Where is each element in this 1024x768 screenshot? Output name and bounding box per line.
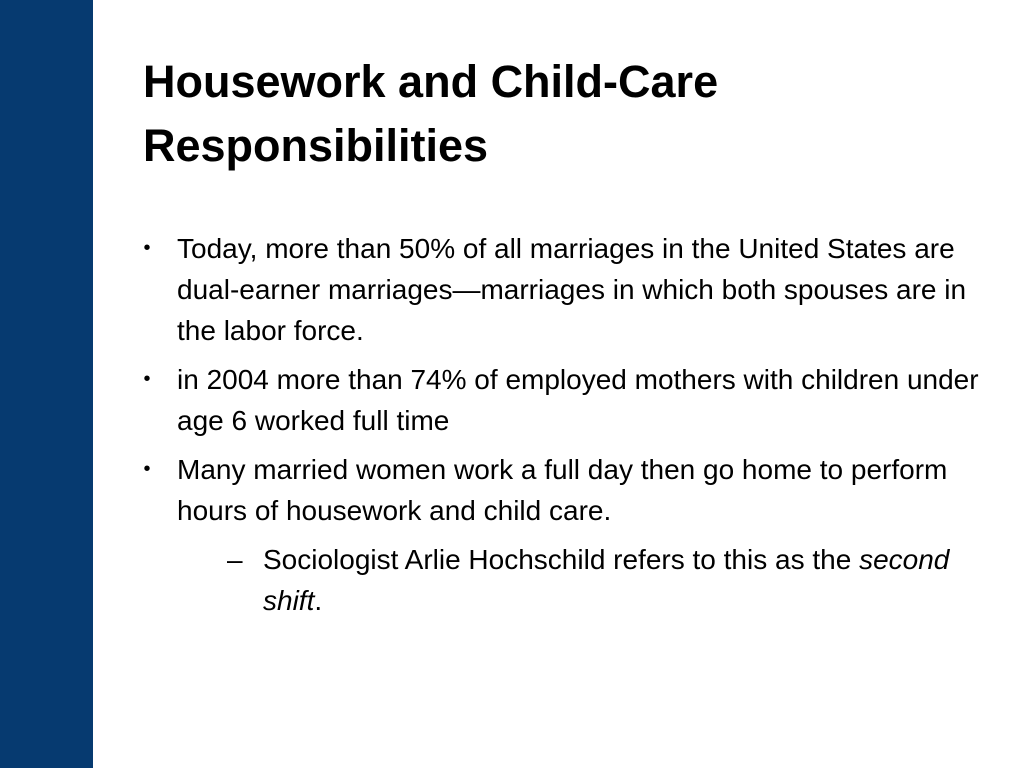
bullet-text: Today, more than 50% of all marriages in the United States are dual-earner marriages—marriages in which both spouses are in the labor force. xyxy=(177,233,967,346)
bullet-dot-icon: • xyxy=(143,368,151,390)
sub-bullet-trailing: . xyxy=(314,585,323,616)
slide-title: Housework and Child-Care Responsibilities xyxy=(143,56,719,171)
bullet-text: Many married women work a full day then go home to perform hours of housework and child care. xyxy=(177,454,948,526)
side-accent-bar xyxy=(0,0,93,768)
dash-icon: – xyxy=(227,544,243,575)
bullet-item xyxy=(137,228,987,351)
bullet-item xyxy=(137,449,987,621)
sub-bullet-text: Sociologist Arlie Hochschild refers to this as the xyxy=(263,544,860,575)
bullet-dot-icon: • xyxy=(143,458,151,480)
sub-bullet-emphasis: second shift xyxy=(263,544,950,616)
sub-bullet-item xyxy=(217,539,987,621)
bullet-list xyxy=(137,228,987,629)
bullet-item xyxy=(137,359,987,441)
bullet-dot-icon: • xyxy=(143,237,151,259)
bullet-text: in 2004 more than 74% of employed mothers with children under age 6 worked full time xyxy=(177,364,979,436)
